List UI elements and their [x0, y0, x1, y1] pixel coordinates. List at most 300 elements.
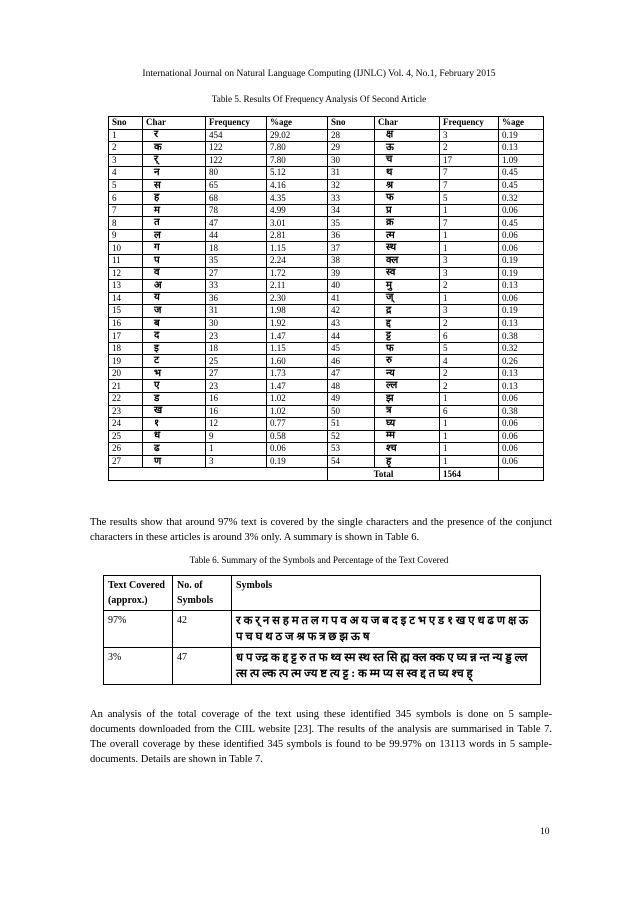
cell-char-2	[375, 443, 440, 456]
cell-percent-2: 0.13	[499, 367, 544, 380]
cell-percent-2: 0.38	[499, 330, 544, 343]
cell-char-2	[375, 129, 440, 142]
cell-frequency-2: 1	[440, 242, 499, 255]
devanagari-char: भ	[154, 367, 162, 379]
table-5-row	[109, 154, 544, 167]
cell-frequency-1: 16	[206, 405, 267, 418]
table-5-row	[109, 204, 544, 217]
cell-char-2	[375, 154, 440, 167]
cell-char-2	[375, 267, 440, 280]
devanagari-char: ट	[154, 355, 160, 367]
cell-frequency-1: 44	[206, 229, 267, 242]
col-symbols: Symbols	[232, 576, 541, 611]
cell-char-2	[375, 204, 440, 217]
devanagari-char: ध	[154, 430, 161, 442]
cell-sno-1: 19	[109, 355, 143, 368]
cell-frequency-2: 1	[440, 443, 499, 456]
total-spacer	[109, 468, 328, 481]
cell-frequency-1: 68	[206, 192, 267, 205]
cell-frequency-1: 25	[206, 355, 267, 368]
cell-frequency-1: 80	[206, 167, 267, 180]
devanagari-char: श्च	[386, 442, 397, 454]
cell-sno-2: 51	[328, 418, 375, 431]
table-5-row	[109, 267, 544, 280]
cell-percent-1: 4.16	[267, 179, 328, 192]
cell-percent-1: 0.19	[267, 455, 328, 468]
table-5-row	[109, 280, 544, 293]
cell-sno-2: 35	[328, 217, 375, 230]
total-blank	[499, 468, 544, 481]
cell-frequency-2: 1	[440, 418, 499, 431]
table-5-row	[109, 355, 544, 368]
col-frequency-1: Frequency	[206, 117, 267, 130]
cell-frequency-2: 1	[440, 455, 499, 468]
table-5-row	[109, 292, 544, 305]
cell-sno-1: 8	[109, 217, 143, 230]
cell-percent-2: 0.06	[499, 229, 544, 242]
cell-percent-1: 1.02	[267, 393, 328, 406]
cell-char-2	[375, 217, 440, 230]
cell-percent-1: 1.98	[267, 305, 328, 318]
table-5-row	[109, 418, 544, 431]
cell-frequency-1: 3	[206, 455, 267, 468]
table-5-row	[109, 255, 544, 268]
cell-frequency-1: 78	[206, 204, 267, 217]
cell-percent-1: 2.11	[267, 280, 328, 293]
cell-char-1	[143, 204, 206, 217]
cell-percent-1: 1.73	[267, 367, 328, 380]
cell-char-2	[375, 317, 440, 330]
cell-char-1	[143, 142, 206, 155]
cell-frequency-2: 6	[440, 405, 499, 418]
cell-sno-1: 26	[109, 443, 143, 456]
cell-percent-1: 1.02	[267, 405, 328, 418]
cell-sno-2: 29	[328, 142, 375, 155]
devanagari-char: म	[154, 204, 160, 216]
cell-percent-2: 0.13	[499, 317, 544, 330]
devanagari-char: द	[154, 330, 160, 342]
cell-sno-2: 37	[328, 242, 375, 255]
cell-frequency-1: 23	[206, 330, 267, 343]
devanagari-char: ण	[154, 455, 162, 467]
cell-frequency-2: 4	[440, 355, 499, 368]
cell-sno-2: 47	[328, 367, 375, 380]
devanagari-char: १	[154, 417, 160, 429]
cell-percent-2: 0.06	[499, 204, 544, 217]
cell-sno-1: 18	[109, 342, 143, 355]
cell-char-1	[143, 418, 206, 431]
devanagari-char: स्व	[386, 267, 396, 279]
cell-frequency-2: 5	[440, 192, 499, 205]
cell-frequency-2: 6	[440, 330, 499, 343]
cell-frequency-1: 18	[206, 342, 267, 355]
cell-sno-1: 17	[109, 330, 143, 343]
table-5-row	[109, 455, 544, 468]
cell-percent-2: 0.32	[499, 342, 544, 355]
cell-sno-2: 39	[328, 267, 375, 280]
devanagari-char: ट्ट	[386, 330, 391, 342]
cell-char-1	[143, 167, 206, 180]
cell-percent-1: 0.77	[267, 418, 328, 431]
cell-sno-1: 16	[109, 317, 143, 330]
table-5-row	[109, 167, 544, 180]
devanagari-char: इ	[154, 342, 159, 354]
cell-char-1	[143, 355, 206, 368]
cell-frequency-1: 1	[206, 443, 267, 456]
cell-sno-1: 1	[109, 129, 143, 142]
cell-sno-1: 9	[109, 229, 143, 242]
cell-sno-1: 20	[109, 367, 143, 380]
table-6-row	[104, 611, 541, 648]
devanagari-char: क्ल	[386, 254, 399, 266]
table-5-row	[109, 179, 544, 192]
table-5-row	[109, 229, 544, 242]
cell-percent-2: 0.26	[499, 355, 544, 368]
cell-sno-2: 44	[328, 330, 375, 343]
col-percent-2: %age	[499, 117, 544, 130]
coverage-percent: 3%	[104, 648, 173, 685]
cell-frequency-2: 1	[440, 229, 499, 242]
devanagari-char: फ	[386, 342, 394, 354]
devanagari-char: ज्	[386, 292, 394, 304]
cell-sno-1: 27	[109, 455, 143, 468]
cell-sno-2: 52	[328, 430, 375, 443]
cell-sno-1: 7	[109, 204, 143, 217]
cell-percent-2: 0.19	[499, 267, 544, 280]
cell-percent-2: 0.19	[499, 305, 544, 318]
cell-char-1	[143, 305, 206, 318]
devanagari-char: प	[154, 254, 160, 266]
devanagari-char: न	[154, 166, 160, 178]
cell-frequency-2: 1	[440, 430, 499, 443]
cell-percent-1: 7.80	[267, 154, 328, 167]
cell-sno-2: 30	[328, 154, 375, 167]
cell-percent-1: 2.24	[267, 255, 328, 268]
cell-percent-2: 0.45	[499, 179, 544, 192]
cell-char-1	[143, 405, 206, 418]
cell-sno-1: 21	[109, 380, 143, 393]
cell-frequency-1: 47	[206, 217, 267, 230]
cell-sno-2: 41	[328, 292, 375, 305]
devanagari-char: य	[154, 292, 160, 304]
cell-percent-1: 3.01	[267, 217, 328, 230]
cell-percent-1: 2.81	[267, 229, 328, 242]
devanagari-char: ज	[154, 304, 162, 316]
col-sno-2: Sno	[328, 117, 375, 130]
devanagari-char: ढ	[154, 442, 160, 454]
table-5-row	[109, 317, 544, 330]
table-6-header-row	[104, 576, 541, 611]
devanagari-char: म्म	[386, 430, 395, 442]
table-5-row	[109, 192, 544, 205]
cell-sno-1: 5	[109, 179, 143, 192]
cell-char-1	[143, 192, 206, 205]
cell-percent-2: 0.38	[499, 405, 544, 418]
cell-percent-2: 0.13	[499, 142, 544, 155]
table-5-row	[109, 430, 544, 443]
table-5-row	[109, 367, 544, 380]
cell-char-1	[143, 217, 206, 230]
devanagari-char: क्र	[386, 217, 394, 229]
table-5-row	[109, 405, 544, 418]
cell-frequency-2: 1	[440, 292, 499, 305]
table-5-row	[109, 342, 544, 355]
cell-sno-2: 31	[328, 167, 375, 180]
results-paragraph: The results show that around 97% text is covered by the single characters and the presence of the conjunct characters in these articles is around 3% only. A summary is shown in Table 6.	[90, 517, 552, 543]
cell-frequency-1: 35	[206, 255, 267, 268]
devanagari-char: श्र	[386, 179, 394, 191]
cell-sno-2: 48	[328, 380, 375, 393]
cell-percent-2: 1.09	[499, 154, 544, 167]
cell-percent-2: 0.45	[499, 217, 544, 230]
table-5-header-row	[109, 117, 544, 130]
cell-char-2	[375, 242, 440, 255]
devanagari-char: क	[154, 141, 162, 153]
table-6-row	[104, 648, 541, 685]
devanagari-char: झ	[386, 392, 394, 404]
cell-percent-1: 1.92	[267, 317, 328, 330]
cell-sno-1: 2	[109, 142, 143, 155]
devanagari-char: घ्य	[386, 417, 396, 429]
cell-char-1	[143, 267, 206, 280]
cell-sno-1: 13	[109, 280, 143, 293]
table-5-row	[109, 129, 544, 142]
cell-frequency-2: 2	[440, 280, 499, 293]
cell-frequency-2: 3	[440, 267, 499, 280]
cell-sno-1: 4	[109, 167, 143, 180]
cell-sno-1: 3	[109, 154, 143, 167]
cell-char-2	[375, 192, 440, 205]
cell-percent-1: 29.02	[267, 129, 328, 142]
cell-char-2	[375, 179, 440, 192]
cell-frequency-1: 27	[206, 367, 267, 380]
devanagari-char: स	[154, 179, 161, 191]
table-5-row	[109, 330, 544, 343]
cell-sno-1: 22	[109, 393, 143, 406]
cell-char-2	[375, 229, 440, 242]
cell-sno-2: 34	[328, 204, 375, 217]
table-6-caption: Table 6. Summary of the Symbols and Percentage of the Text Covered	[189, 555, 449, 565]
cell-sno-2: 49	[328, 393, 375, 406]
cell-sno-2: 46	[328, 355, 375, 368]
table-5	[108, 116, 544, 481]
col-no-of-symbols: No. of Symbols	[173, 576, 232, 611]
devanagari-char: ग	[154, 242, 160, 254]
devanagari-char: क्ष	[386, 129, 394, 141]
page-number: 10	[540, 827, 550, 837]
devanagari-char: रु	[386, 355, 392, 367]
cell-frequency-1: 16	[206, 393, 267, 406]
table-5-row	[109, 217, 544, 230]
cell-frequency-2: 2	[440, 317, 499, 330]
cell-char-1	[143, 280, 206, 293]
cell-sno-2: 40	[328, 280, 375, 293]
cell-frequency-2: 2	[440, 367, 499, 380]
cell-sno-2: 50	[328, 405, 375, 418]
cell-sno-1: 12	[109, 267, 143, 280]
devanagari-char: द्र	[386, 304, 392, 316]
cell-percent-1: 0.06	[267, 443, 328, 456]
devanagari-char: त्र	[386, 405, 392, 417]
cell-frequency-2: 7	[440, 167, 499, 180]
cell-frequency-2: 2	[440, 380, 499, 393]
cell-percent-1: 0.58	[267, 430, 328, 443]
cell-percent-2: 0.45	[499, 167, 544, 180]
cell-sno-1: 14	[109, 292, 143, 305]
cell-char-2	[375, 367, 440, 380]
cell-sno-1: 10	[109, 242, 143, 255]
cell-char-2	[375, 292, 440, 305]
cell-frequency-2: 17	[440, 154, 499, 167]
cell-char-1	[143, 154, 206, 167]
cell-char-1	[143, 367, 206, 380]
table-5-total-row	[109, 468, 544, 481]
table-5-caption: Table 5. Results Of Frequency Analysis Of Second Article	[211, 94, 427, 104]
devanagari-char: थ	[386, 166, 393, 178]
cell-percent-1: 1.72	[267, 267, 328, 280]
cell-char-2	[375, 455, 440, 468]
table-5-row	[109, 443, 544, 456]
cell-percent-2: 0.13	[499, 280, 544, 293]
cell-frequency-2: 3	[440, 305, 499, 318]
cell-percent-1: 1.60	[267, 355, 328, 368]
devanagari-char: ख	[154, 405, 163, 417]
devanagari-char: स्थ	[386, 242, 397, 254]
devanagari-char: र्	[154, 154, 159, 166]
cell-sno-1: 23	[109, 405, 143, 418]
devanagari-char: त्म	[386, 229, 395, 241]
symbol-count: 47	[173, 648, 232, 685]
cell-percent-2: 0.13	[499, 380, 544, 393]
cell-frequency-2: 3	[440, 255, 499, 268]
cell-char-1	[143, 229, 206, 242]
cell-percent-2: 0.06	[499, 242, 544, 255]
table-5-row	[109, 305, 544, 318]
cell-char-2	[375, 167, 440, 180]
devanagari-char: ह्	[386, 455, 392, 467]
devanagari-char: फ	[386, 192, 394, 204]
cell-char-2	[375, 355, 440, 368]
devanagari-char: ऊ	[386, 141, 394, 153]
cell-percent-1: 1.47	[267, 330, 328, 343]
cell-frequency-2: 5	[440, 342, 499, 355]
devanagari-char: ड	[154, 392, 160, 404]
cell-sno-1: 6	[109, 192, 143, 205]
devanagari-char: द्द	[386, 317, 391, 329]
devanagari-char: ल्ल	[386, 380, 398, 392]
cell-frequency-1: 23	[206, 380, 267, 393]
cell-frequency-1: 122	[206, 142, 267, 155]
cell-sno-1: 11	[109, 255, 143, 268]
cell-percent-1: 1.47	[267, 380, 328, 393]
devanagari-char: ल	[154, 229, 161, 241]
cell-frequency-2: 3	[440, 129, 499, 142]
symbol-count: 42	[173, 611, 232, 648]
cell-char-2	[375, 418, 440, 431]
cell-char-1	[143, 393, 206, 406]
cell-frequency-2: 7	[440, 179, 499, 192]
cell-char-1	[143, 317, 206, 330]
devanagari-char: ह	[154, 192, 160, 204]
cell-char-1	[143, 455, 206, 468]
cell-frequency-1: 9	[206, 430, 267, 443]
devanagari-char: ए	[154, 380, 160, 392]
cell-frequency-1: 12	[206, 418, 267, 431]
cell-percent-1: 1.15	[267, 342, 328, 355]
cell-sno-2: 33	[328, 192, 375, 205]
col-percent-1: %age	[267, 117, 328, 130]
devanagari-char: च	[386, 154, 393, 166]
cell-char-2	[375, 280, 440, 293]
cell-percent-1: 4.35	[267, 192, 328, 205]
cell-percent-2: 0.06	[499, 418, 544, 431]
table-5-row	[109, 242, 544, 255]
cell-percent-1: 4.99	[267, 204, 328, 217]
cell-percent-1: 5.12	[267, 167, 328, 180]
cell-sno-1: 15	[109, 305, 143, 318]
cell-percent-1: 1.15	[267, 242, 328, 255]
cell-char-1	[143, 255, 206, 268]
cell-percent-2: 0.19	[499, 129, 544, 142]
cell-percent-2: 0.19	[499, 255, 544, 268]
cell-char-1	[143, 443, 206, 456]
cell-percent-2: 0.06	[499, 292, 544, 305]
running-header: International Journal on Natural Language Computing (IJNLC) Vol. 4, No.1, February 2015	[142, 68, 496, 79]
cell-percent-2: 0.06	[499, 393, 544, 406]
table-6	[103, 575, 541, 685]
symbol-list: र क र् न स ह म त ल ग प व अ य ज ब द इ ट भ ए ड १ ख ए ध ढ ण क्ष ऊ प च घ थ ठ ज श्र फ त्र छ झ ऊ ष	[232, 611, 541, 648]
cell-char-2	[375, 330, 440, 343]
cell-sno-2: 54	[328, 455, 375, 468]
symbol-list: ध प ज्द्र क द्द ट्ट रु त फ थ्व स्म स्थ स्त सि ह्म क्ल क्क ए घ्य न्न न्त न्य ड्ड ल्ल त्स त्प ल्क त्प त्म ज्य ष्ट त्य ट्ट : क म्म प्य स स्व द्द त घ्य श्च ह्	[232, 648, 541, 685]
cell-char-1	[143, 292, 206, 305]
cell-char-2	[375, 342, 440, 355]
cell-char-1	[143, 342, 206, 355]
cell-sno-2: 32	[328, 179, 375, 192]
cell-char-2	[375, 142, 440, 155]
col-char-1: Char	[143, 117, 206, 130]
cell-char-2	[375, 405, 440, 418]
total-label: Total	[328, 468, 440, 481]
cell-frequency-1: 65	[206, 179, 267, 192]
cell-char-2	[375, 305, 440, 318]
cell-char-2	[375, 393, 440, 406]
cell-percent-1: 2.30	[267, 292, 328, 305]
cell-sno-2: 43	[328, 317, 375, 330]
cell-percent-1: 7.80	[267, 142, 328, 155]
coverage-percent: 97%	[104, 611, 173, 648]
cell-sno-2: 53	[328, 443, 375, 456]
cell-frequency-2: 2	[440, 142, 499, 155]
col-char-2: Char	[375, 117, 440, 130]
cell-sno-2: 38	[328, 255, 375, 268]
cell-frequency-1: 27	[206, 267, 267, 280]
cell-char-1	[143, 129, 206, 142]
cell-frequency-1: 454	[206, 129, 267, 142]
cell-frequency-1: 18	[206, 242, 267, 255]
cell-char-1	[143, 179, 206, 192]
col-frequency-2: Frequency	[440, 117, 499, 130]
table-5-row	[109, 380, 544, 393]
cell-percent-2: 0.06	[499, 455, 544, 468]
cell-frequency-2: 7	[440, 217, 499, 230]
table-5-row	[109, 393, 544, 406]
cell-char-2	[375, 430, 440, 443]
cell-percent-2: 0.06	[499, 443, 544, 456]
devanagari-char: व	[154, 267, 160, 279]
cell-sno-1: 25	[109, 430, 143, 443]
cell-char-1	[143, 330, 206, 343]
